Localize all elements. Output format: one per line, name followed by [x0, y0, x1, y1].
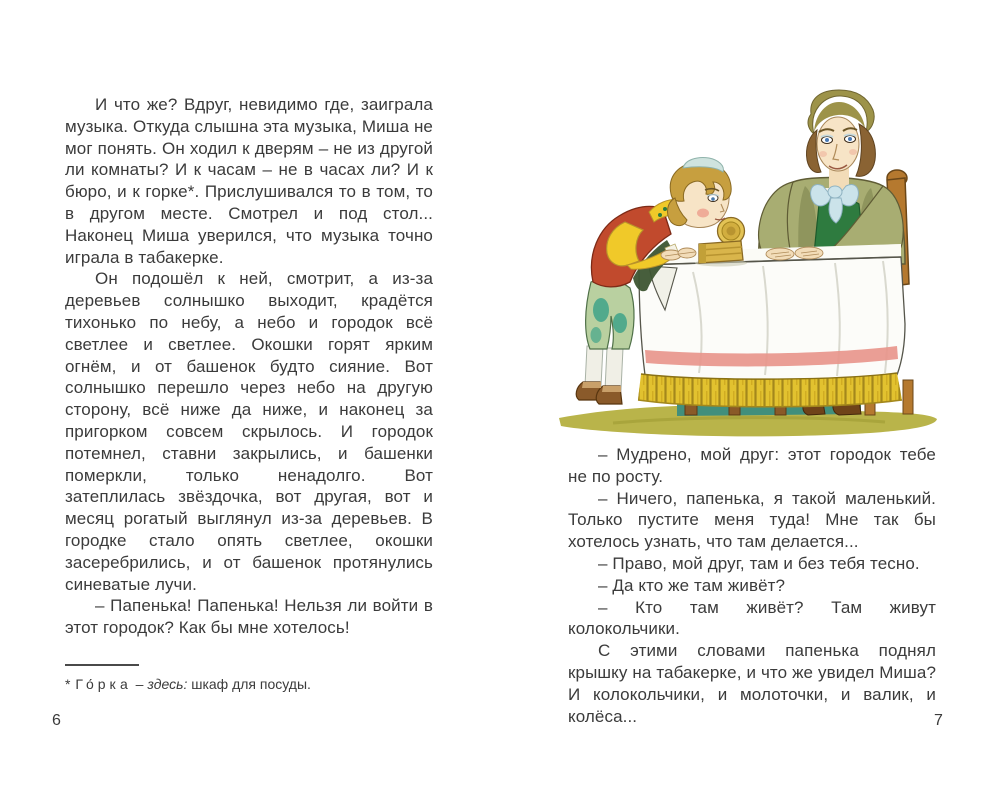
footnote	[65, 664, 433, 693]
footnote-text	[65, 675, 433, 693]
dialogue-paragraph: – Мудрено, мой друг: этот городок тебе не по росту.	[568, 445, 936, 486]
footnote-qualifier: здесь:	[147, 676, 188, 692]
illustration-father-and-misha-at-table	[552, 82, 944, 442]
dialogue-paragraph: – Право, мой друг, там и без тебя тесно.	[598, 553, 920, 573]
footnote-term: Го́рка	[75, 676, 132, 692]
page-number-right: 7	[934, 712, 943, 729]
paragraph: И что же? Вдруг, невидимо где, заиграла музыка. Откуда слышна эта музыка, Миша не мог понять. Он ходил к дверям – не из другой ли комнаты? И к часам – не в часах ли? И к бюро, и к горке*. Прислушивался то в том, то в другом месте. Смотрел и под стол... Наконец Миша уверился, что музыка точно играла в табакерке.	[65, 95, 433, 267]
page-number-left: 6	[52, 712, 61, 729]
footnote-separator: –	[135, 676, 144, 692]
footnote-marker: *	[65, 676, 71, 692]
left-page-text-block	[65, 94, 433, 639]
paragraph: Он подошёл к ней, смотрит, а из-за деревьев солнышко выходит, крадётся тихонько по небу, а небо и городок всё светлее и светлее. Окошки горят ярким огнём, и от башенок будто сияние. Вот солнышко перешло через небо на другую сторону, всё ниже да ниже, и наконец за пригорком совсем скрылось. И городок потемнел, ставни закрылись, и башенки померкли, только ненадолго. Вот затеплилась звёздочка, вот другая, вот и месяц рогатый выглянул из-за деревьев. В городке стало опять светлее, окошки засеребрились, и от башенок протянулись синеватые лучи.	[65, 269, 433, 594]
illustration-svg	[552, 82, 944, 442]
dialogue-paragraph: – Папенька! Папенька! Нельзя ли войти в этот городок? Как бы мне хотелось!	[65, 596, 433, 638]
dialogue-paragraph: – Да кто же там живёт?	[598, 575, 786, 595]
footnote-definition: шкаф для посуды.	[191, 676, 311, 692]
right-page-text-block	[568, 444, 936, 727]
paragraph: С этими словами папенька поднял крышку на табакерке, и что же увидел Миша? И колокольчики, и молоточки, и валик, и колёса...	[568, 641, 936, 726]
table-with-cloth	[638, 244, 905, 407]
footnote-rule	[65, 664, 139, 666]
father-figure	[759, 90, 905, 264]
dialogue-paragraph: – Кто там живёт? Там живут колокольчики.	[568, 597, 936, 639]
dialogue-paragraph: – Ничего, папенька, я такой маленький. Только пустите меня туда! Мне так бы хотелось узнать, что там делается...	[568, 488, 936, 552]
